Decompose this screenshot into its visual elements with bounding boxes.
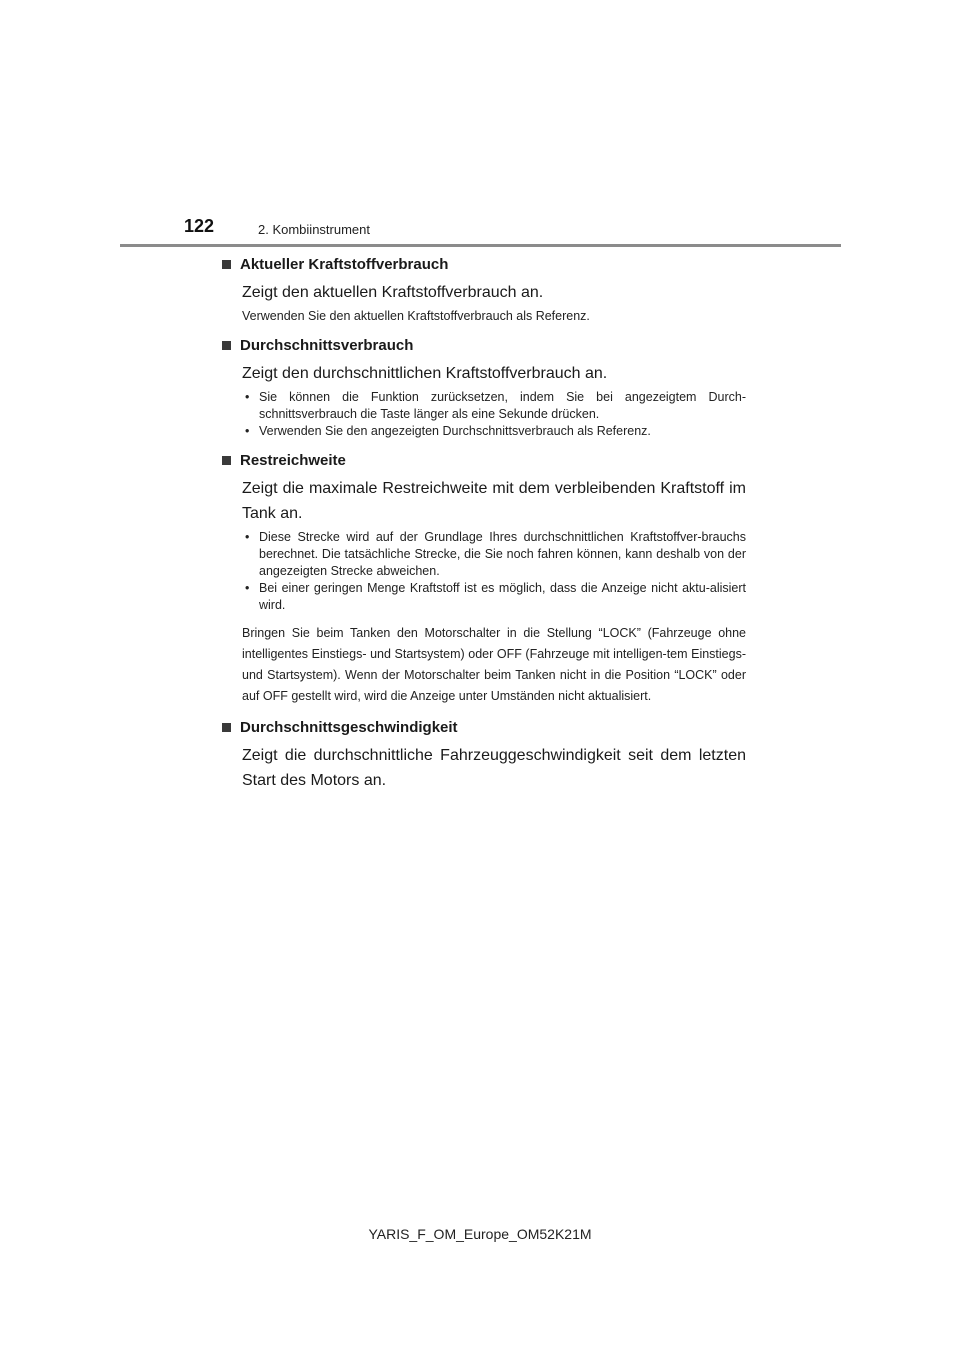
section-heading-text: Durchschnittsgeschwindigkeit xyxy=(240,718,458,736)
section-heading xyxy=(222,717,746,737)
section-average-speed xyxy=(222,717,746,793)
section-heading xyxy=(222,450,746,470)
list-item: • Sie können die Funktion zurücksetzen, indem Sie bei angezeigtem Durch-schnittsverbrauch die Taste länger als eine Sekunde drücken. xyxy=(242,389,746,423)
list-item: • Diese Strecke wird auf der Grundlage Ihres durchschnittlichen Kraftstoffver-brauchs berechnet. Die tatsächliche Strecke, die Sie noch fahren können, kann deshalb von der angezeigten Strecke abweichen. xyxy=(242,529,746,580)
section-heading-text: Aktueller Kraftstoffverbrauch xyxy=(240,255,449,273)
list-item: • Bei einer geringen Menge Kraftstoff ist es möglich, dass die Anzeige nicht aktu-alisiert wird. xyxy=(242,580,746,614)
square-bullet-icon xyxy=(222,456,231,465)
section-current-consumption xyxy=(222,254,746,325)
header-rule xyxy=(120,244,841,247)
footer-doc-code: YARIS_F_OM_Europe_OM52K21M xyxy=(368,1226,592,1242)
square-bullet-icon xyxy=(222,260,231,269)
section-heading xyxy=(222,335,746,355)
square-bullet-icon xyxy=(222,341,231,350)
section-remaining-range xyxy=(222,450,746,707)
section-lead: Zeigt den aktuellen Kraftstoffverbrauch an. xyxy=(242,284,544,301)
bullet-list xyxy=(242,529,746,614)
section-lead: Zeigt die maximale Restreichweite mit dem verbleibenden Kraftstoff im Tank an. xyxy=(242,480,746,522)
section-average-consumption xyxy=(222,335,746,440)
page-content xyxy=(222,254,746,793)
section-note: Verwenden Sie den aktuellen Kraftstoffverbrauch als Referenz. xyxy=(242,309,590,323)
bullet-list xyxy=(242,389,746,440)
chapter-title: 2. Kombiinstrument xyxy=(258,222,370,237)
section-paragraph: Bringen Sie beim Tanken den Motorschalter in die Stellung “LOCK” (Fahrzeuge ohne intelligentes Einstiegs- und Startsystem) oder OFF (Fahrzeuge mit intelligen-tem Einstiegs- und Startsystem). Wenn der Motorschalter beim Tanken nicht in die Position “LOCK” oder auf OFF gestellt wird, wird die Anzeige unter Umständen nicht aktualisiert. xyxy=(242,626,746,703)
page-number: 122 xyxy=(184,216,215,236)
section-heading-text: Durchschnittsverbrauch xyxy=(240,336,414,354)
section-heading xyxy=(222,254,746,274)
list-item: • Verwenden Sie den angezeigten Durchschnittsverbrauch als Referenz. xyxy=(242,423,746,440)
section-lead: Zeigt die durchschnittliche Fahrzeuggeschwindigkeit seit dem letzten Start des Motors an. xyxy=(242,747,746,789)
section-heading-text: Restreichweite xyxy=(240,451,346,469)
section-lead: Zeigt den durchschnittlichen Kraftstoffverbrauch an. xyxy=(242,365,608,382)
square-bullet-icon xyxy=(222,723,231,732)
